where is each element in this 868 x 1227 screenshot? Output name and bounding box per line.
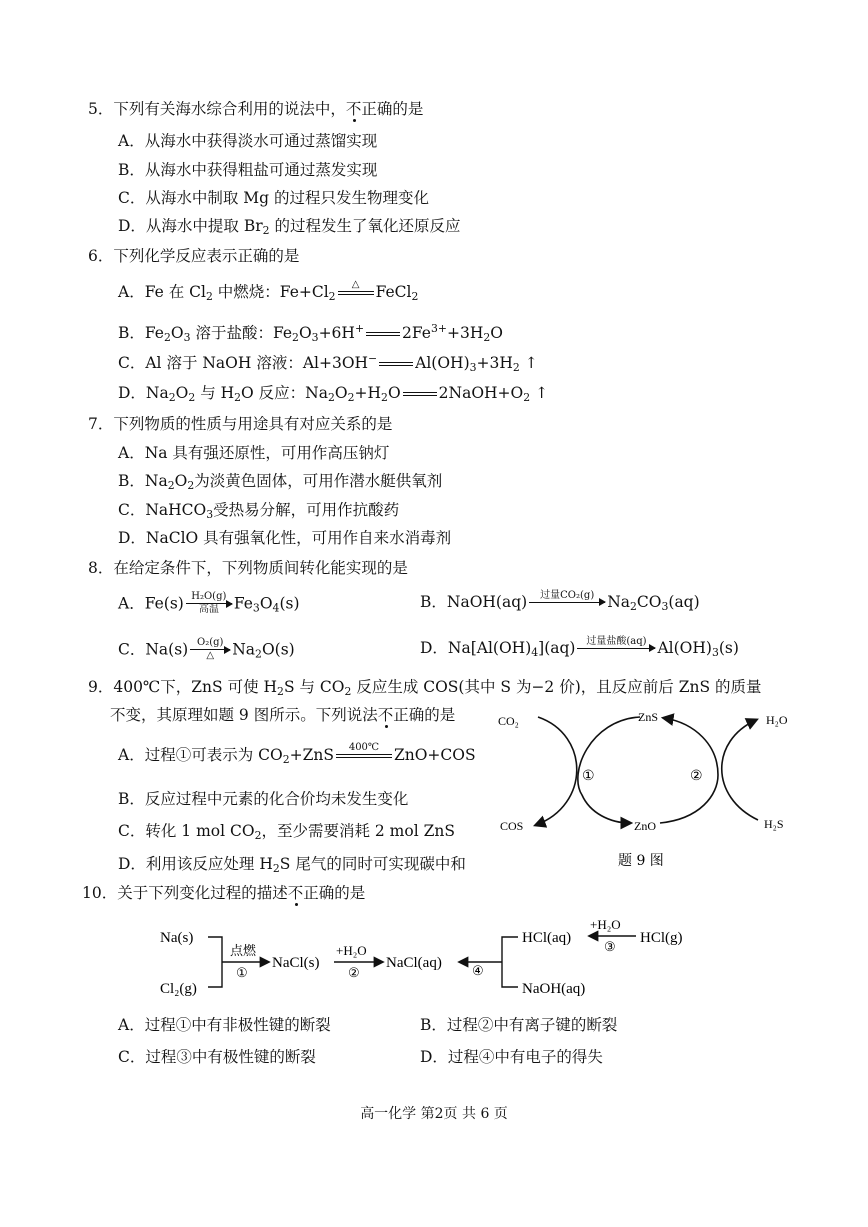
q10-ignite: 点燃 (230, 944, 257, 959)
q9-process-2: ② (690, 768, 703, 784)
q9-option-c: C．转化 1 mol $CO_2$，至少需要消耗 2 mol ZnS (118, 822, 455, 842)
q8-option-b: B．NaOH(aq) 过量CO₂(g) $Na_2CO_3(aq)$ (420, 589, 700, 613)
q10-process-2: ② (348, 966, 360, 981)
q9-figure (490, 705, 800, 875)
q9-label-zno: ZnO (634, 819, 656, 833)
q10-hcl-aq: HCl(aq) (522, 930, 572, 946)
q5-option-d: D．从海水中提取 $Br_2$ 的过程发生了氧化还原反应 (118, 217, 461, 237)
q9-option-a: A．过程①可表示为 $CO_2+ZnS$ 400℃ ZnO+COS (118, 742, 476, 766)
q9-label-cos: COS (500, 819, 524, 833)
q10-stem: 10．关于下列变化过程的描述不正确的是 (82, 884, 366, 902)
q9-label-zns: ZnS (638, 710, 659, 724)
q10-process-1: ① (236, 966, 248, 981)
q9-figure-caption: 题 9 图 (618, 853, 664, 869)
q9-label-h2o: H₂O (766, 713, 788, 727)
q10-add-water-3: +H₂O (590, 917, 621, 932)
q5-option-a: A．从海水中获得淡水可通过蒸馏实现 (118, 132, 378, 150)
q7-option-a: A．Na 具有强还原性，可用作高压钠灯 (118, 444, 390, 462)
q8-option-c: C．Na(s) O₂(g) △ $Na_2O(s)$ (118, 637, 295, 661)
q6-option-c: C．Al 溶于 NaOH 溶液：Al+3OH− $Al(OH)_3+3H_2$ ↑ (118, 352, 538, 374)
q7-option-c: C．NaHCO$_3$受热易分解，可用作抗酸药 (118, 501, 400, 521)
q6-option-d: D．$Na_2O_2$ 与 $H_2O$ 反应：$Na_2O_2+H_2O$ $2NaOH+O_2$ ↑ (118, 384, 549, 404)
q5-stem: 5．下列有关海水综合利用的说法中，不正确的是 (88, 100, 424, 118)
page-footer: 高一化学 第2页 共 6 页 (360, 1106, 508, 1122)
q8-option-d: D．$Na[Al(OH)_4](aq)$ 过量盐酸(aq) $Al(OH)_3(s)$ (420, 635, 739, 659)
q5-option-c: C．从海水中制取 Mg 的过程只发生物理变化 (118, 189, 430, 207)
q9-arc-zno-zns (660, 718, 718, 823)
q6-stem: 6．下列化学反应表示正确的是 (88, 247, 300, 265)
q10-option-d: D．过程④中有电子的得失 (420, 1048, 603, 1066)
q9-option-d: D．利用该反应处理 $H_2S$ 尾气的同时可实现碳中和 (118, 855, 466, 875)
q9-stem-line2: 不变，其原理如题 9 图所示。下列说法不正确的是 (110, 706, 456, 724)
q8-option-a: A．Fe(s) H₂O(g) 高温 $Fe_3O_4(s)$ (118, 591, 300, 615)
q9-process-1: ① (582, 768, 595, 784)
q5-option-b: B．从海水中获得粗盐可通过蒸发实现 (118, 161, 378, 179)
q9-stem-line1: 9．400℃下，ZnS 可使 $H_2S$ 与 $CO_2$ 反应生成 COS(其中 S 为−2 价)，且反应前后 ZnS 的质量 (88, 678, 762, 698)
q10-process-4: ④ (472, 964, 484, 979)
q9-arc-right (722, 720, 758, 820)
q10-na: Na(s) (160, 930, 194, 946)
q10-hcl-g: HCl(g) (640, 930, 683, 946)
q7-option-d: D．NaClO 具有强氧化性，可用作自来水消毒剂 (118, 529, 452, 547)
q10-diagram (150, 915, 710, 1005)
q10-process-3: ③ (604, 940, 616, 955)
q10-option-b: B．过程②中有离子键的断裂 (420, 1016, 618, 1034)
q7-stem: 7．下列物质的性质与用途具有对应关系的是 (88, 415, 393, 433)
q9-label-h2s: H₂S (764, 817, 784, 831)
q6-option-a: A．Fe 在 $Cl_2$ 中燃烧：$Fe+Cl_2$ △ FeCl$_2$ (118, 279, 419, 303)
q7-option-b: B．$Na_2O_2$为淡黄色固体，可用作潜水艇供氧剂 (118, 472, 443, 492)
q8-stem: 8．在给定条件下，下列物质间转化能实现的是 (88, 559, 408, 577)
q10-naoh: NaOH(aq) (522, 981, 586, 997)
q10-nacl-s: NaCl(s) (272, 955, 320, 971)
q10-option-a: A．过程①中有非极性键的断裂 (118, 1016, 331, 1034)
q9-label-co2: CO₂ (498, 714, 519, 728)
q10-add-water-2: +H₂O (336, 943, 367, 958)
q10-option-c: C．过程③中有极性键的断裂 (118, 1048, 316, 1066)
q9-arc-left (536, 717, 577, 825)
q10-nacl-aq: NaCl(aq) (386, 955, 442, 971)
q10-cl2: Cl₂(g) (160, 981, 197, 997)
q6-option-b: B．$Fe_2O_3$ 溶于盐酸：$Fe_2O_3+6H^+$ $2Fe^{3+}+3H_2O$ (118, 322, 503, 344)
q9-option-b: B．反应过程中元素的化合价均未发生变化 (118, 790, 409, 808)
